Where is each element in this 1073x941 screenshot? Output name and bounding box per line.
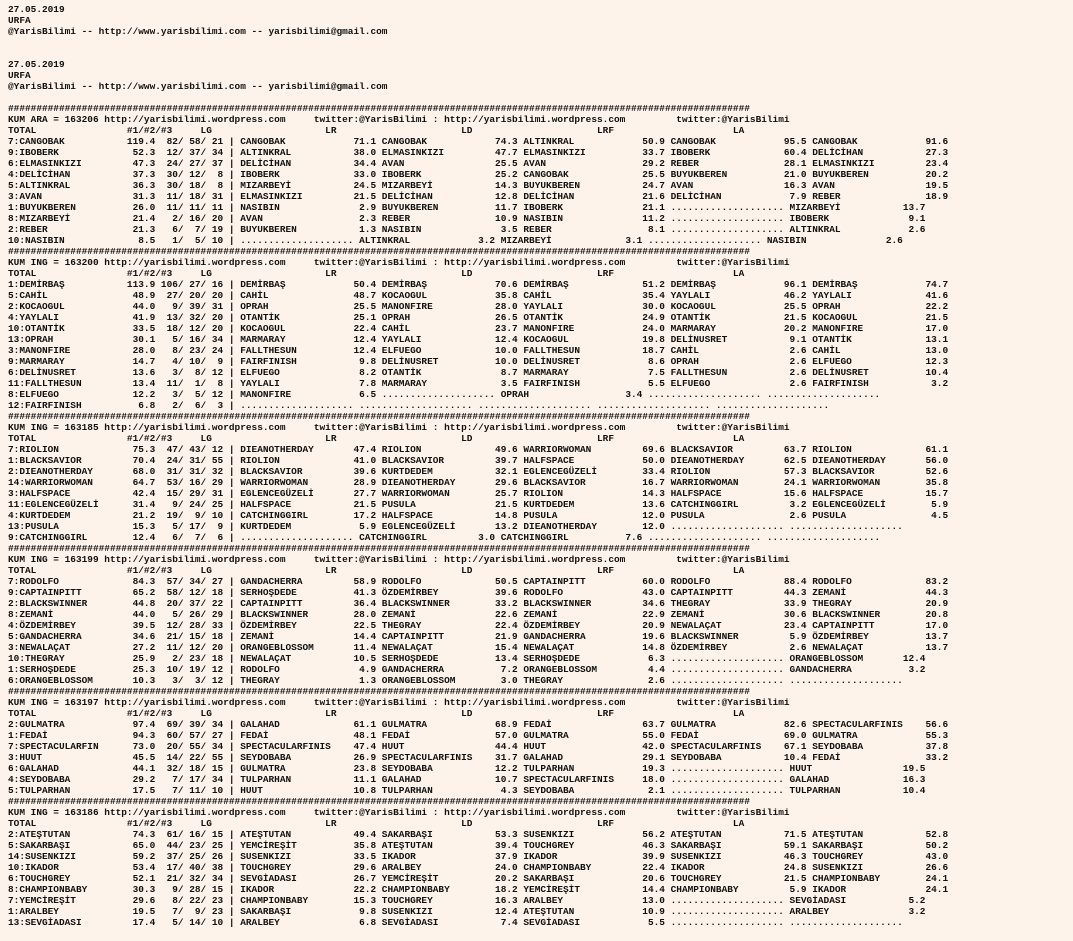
table-row: 5:CAHİL 48.9 27/ 20/ 20 | CAHİL 48.7 KOCAOGUL 35.8 CAHİL 35.4 YAYLALI 46.2 YAYLALI 41.6 [8, 290, 949, 301]
blank-line [8, 48, 948, 59]
table-row: 7:SPECTACULARFIN 73.0 20/ 55/ 34 | SPECTACULARFINIS 47.4 HUUT 44.4 HUUT 42.0 SPECTACULARFINIS 67.1 SEYDOBABA 37.8 [8, 741, 949, 752]
table-row: 13:SEVGİADASI 17.4 5/ 14/ 10 | ARALBEY 6.8 SEVGİADASI 7.4 SEVGİADASI 5.5 .................... .................... [8, 917, 903, 928]
header-date: 27.05.2019 [8, 59, 65, 70]
table-row: 5:ALTINKRAL 36.3 30/ 18/ 8 | MIZARBEYİ 24.5 MIZARBEYİ 14.3 BUYUKBEREN 24.7 AVAN 16.3 AVAN 19.5 [8, 180, 949, 191]
results-document [8, 4, 948, 928]
table-row: 4:ÖZDEMİRBEY 39.5 12/ 28/ 33 | ÖZDEMİRBEY 22.5 THEGRAY 22.4 ÖZDEMİRBEY 20.9 NEWALAÇAT 23.4 CAPTAINPITT 17.0 [8, 620, 949, 631]
race-title: KUM ING = 163186 http://yarisbilimi.wordpress.com twitter:@YarisBilimi : http://yarisbilimi.wordpress.com twitter:@YarisBilimi [8, 807, 790, 818]
table-row: 1:BUYUKBEREN 26.0 11/ 11/ 11 | NASIBIN 2.9 BUYUKBEREN 11.7 IBOBERK 21.1 .................... MIZARBEYİ 13.7 [8, 202, 926, 213]
table-row: 7:CANGOBAK 119.4 82/ 58/ 21 | CANGOBAK 71.1 CANGOBAK 74.3 ALTINKRAL 50.9 CANGOBAK 95.5 CANGOBAK 91.6 [8, 136, 949, 147]
table-row: 6:ORANGEBLOSSOM 10.3 3/ 3/ 12 | THEGRAY 1.3 ORANGEBLOSSOM 3.0 THEGRAY 2.6 .................... .................... [8, 675, 903, 686]
header-city: URFA [8, 15, 31, 26]
race-block [8, 796, 948, 928]
table-row: 4:KURTDEDEM 21.2 19/ 9/ 10 | CATCHINGGIRL 17.2 HALFSPACE 14.8 PUSULA 12.0 PUSULA 2.6 PUSULA 4.5 [8, 510, 949, 521]
race-block [8, 246, 948, 411]
table-row: 1:BLACKSAVIOR 70.4 24/ 31/ 55 | RIOLION 41.0 BLACKSAVIOR 39.7 HALFSPACE 50.0 DIEANOTHERDAY 62.5 DIEANOTHERDAY 56.0 [8, 455, 949, 466]
table-row: 8:ELFUEGO 12.2 3/ 5/ 12 | MANONFIRE 6.5 .................... OPRAH 3.4 .................... .................... [8, 389, 881, 400]
race-block [8, 686, 948, 796]
table-row: 7:YEMCİREŞİT 29.6 8/ 22/ 23 | CHAMPIONBABY 15.3 TOUCHGREY 16.3 ARALBEY 13.0 .................... SEVGİADASI 5.2 [8, 895, 926, 906]
table-row: 4:YAYLALI 41.9 13/ 32/ 20 | OTANTİK 25.1 OPRAH 26.5 OTANTİK 24.9 OTANTİK 21.5 KOCAOGUL 21.5 [8, 312, 949, 323]
table-row: 11:EGLENCEGÜZELİ 31.4 9/ 24/ 25 | HALFSPACE 21.5 PUSULA 21.5 KURTDEDEM 13.6 CATCHINGGIRL 3.2 EGLENCEGÜZELİ 5.9 [8, 499, 949, 510]
separator-line: ################################################################################################################################### [8, 246, 750, 257]
separator-line: ################################################################################################################################### [8, 796, 750, 807]
table-row: 3:HALFSPACE 42.4 15/ 29/ 31 | EGLENCEGÜZELİ 27.7 WARRIORWOMAN 25.7 RIOLION 14.3 HALFSPACE 15.6 HALFSPACE 15.7 [8, 488, 949, 499]
column-header: TOTAL #1/#2/#3 LG LR LD LRF LA [8, 268, 745, 279]
table-row: 9:MARMARAY 14.7 4/ 10/ 9 | FAIRFINISH 9.8 DELİNUSRET 10.0 DELİNUSRET 8.6 OPRAH 2.6 ELFUEGO 12.3 [8, 356, 949, 367]
table-row: 13:PUSULA 15.3 5/ 17/ 9 | KURTDEDEM 5.9 EGLENCEGÜZELİ 13.2 DIEANOTHERDAY 12.0 .................... .................... [8, 521, 903, 532]
separator-line: ################################################################################################################################### [8, 103, 750, 114]
table-row: 6:DELİNUSRET 13.6 3/ 8/ 12 | ELFUEGO 8.2 OTANTİK 8.7 MARMARAY 7.5 FALLTHESUN 2.6 DELİNUSRET 10.4 [8, 367, 949, 378]
table-row: 6:TOUCHGREY 52.1 21/ 32/ 34 | SEVGİADASI 26.7 YEMCİREŞİT 20.2 SAKARBAŞI 20.6 TOUCHGREY 21.5 CHAMPIONBABY 24.1 [8, 873, 949, 884]
table-row: 8:CHAMPIONBABY 30.3 9/ 28/ 15 | IKADOR 22.2 CHAMPIONBABY 18.2 YEMCİREŞİT 14.4 CHAMPIONBABY 5.9 IKADOR 24.1 [8, 884, 949, 895]
table-row: 2:BLACKSWINNER 44.8 20/ 37/ 22 | CAPTAINPITT 36.4 BLACKSWINNER 33.2 BLACKSWINNER 34.6 THEGRAY 33.9 THEGRAY 20.9 [8, 598, 949, 609]
header-contact: @YarisBilimi -- http://www.yarisbilimi.com -- yarisbilimi@gmail.com [8, 26, 388, 37]
table-row: 8:ZEMANİ 44.0 5/ 26/ 29 | BLACKSWINNER 28.0 ZEMANİ 22.6 ZEMANİ 22.9 ZEMANİ 30.6 BLACKSWINNER 20.8 [8, 609, 949, 620]
separator-line: ################################################################################################################################### [8, 686, 750, 697]
header-contact: @YarisBilimi -- http://www.yarisbilimi.com -- yarisbilimi@gmail.com [8, 81, 388, 92]
table-row: 5:SAKARBAŞI 65.0 44/ 23/ 25 | YEMCİREŞİT 35.8 ATEŞTUTAN 39.4 TOUCHGREY 46.3 SAKARBAŞI 59.1 SAKARBAŞI 50.2 [8, 840, 949, 851]
table-row: 9:CATCHINGGIRL 12.4 6/ 7/ 6 | .................... CATCHINGGIRL 3.0 CATCHINGGIRL 7.6 .................... .................... [8, 532, 881, 543]
blank-line [8, 37, 948, 48]
table-row: 5:GANDACHERRA 34.6 21/ 15/ 18 | ZEMANİ 14.4 CAPTAINPITT 21.9 GANDACHERRA 19.6 BLACKSWINNER 5.9 ÖZDEMİRBEY 13.7 [8, 631, 949, 642]
race-title: KUM ARA = 163206 http://yarisbilimi.wordpress.com twitter:@YarisBilimi : http://yarisbilimi.wordpress.com twitter:@YarisBilimi [8, 114, 790, 125]
table-row: 14:SUSENKIZI 59.2 37/ 25/ 26 | SUSENKIZI 33.5 IKADOR 37.9 IKADOR 39.9 SUSENKIZI 46.3 TOUCHGREY 43.0 [8, 851, 949, 862]
table-row: 6:GALAHAD 44.1 32/ 18/ 15 | GULMATRA 23.8 SEYDOBABA 12.2 TULPARHAN 19.3 .................... HUUT 19.5 [8, 763, 926, 774]
table-row: 2:GULMATRA 97.4 69/ 39/ 34 | GALAHAD 61.1 GULMATRA 68.9 FEDAİ 63.7 GULMATRA 82.6 SPECTACULARFINIS 56.6 [8, 719, 949, 730]
race-title: KUM ING = 163185 http://yarisbilimi.wordpress.com twitter:@YarisBilimi : http://yarisbilimi.wordpress.com twitter:@YarisBilimi [8, 422, 790, 433]
race-title: KUM ING = 163197 http://yarisbilimi.wordpress.com twitter:@YarisBilimi : http://yarisbilimi.wordpress.com twitter:@YarisBilimi [8, 697, 790, 708]
column-header: TOTAL #1/#2/#3 LG LR LD LRF LA [8, 708, 745, 719]
header-city: URFA [8, 70, 31, 81]
table-row: 9:CAPTAINPITT 65.2 58/ 12/ 18 | SERHOŞDEDE 41.3 ÖZDEMİRBEY 39.6 RODOLFO 43.0 CAPTAINPITT 44.3 ZEMANİ 44.3 [8, 587, 949, 598]
column-header: TOTAL #1/#2/#3 LG LR LD LRF LA [8, 125, 745, 136]
table-row: 9:IBOBERK 52.3 12/ 37/ 34 | ALTINKRAL 38.0 ELMASINKIZI 47.7 ELMASINKIZI 33.7 IBOBERK 60.4 DELİCİHAN 27.3 [8, 147, 949, 158]
column-header: TOTAL #1/#2/#3 LG LR LD LRF LA [8, 433, 745, 444]
table-row: 4:SEYDOBABA 29.2 7/ 17/ 34 | TULPARHAN 11.1 GALAHAD 10.7 SPECTACULARFINIS 18.0 .................... GALAHAD 16.3 [8, 774, 926, 785]
race-block [8, 543, 948, 686]
table-row: 8:MIZARBEYİ 21.4 2/ 16/ 20 | AVAN 2.3 REBER 10.9 NASIBIN 11.2 .................... IBOBERK 9.1 [8, 213, 926, 224]
race-title: KUM ING = 163199 http://yarisbilimi.wordpress.com twitter:@YarisBilimi : http://yarisbilimi.wordpress.com twitter:@YarisBilimi [8, 554, 790, 565]
table-row: 2:KOCAOGUL 44.0 9/ 39/ 31 | OPRAH 25.5 MANONFIRE 28.0 YAYLALI 30.0 KOCAOGUL 25.5 OPRAH 22.2 [8, 301, 949, 312]
race-block [8, 411, 948, 543]
column-header: TOTAL #1/#2/#3 LG LR LD LRF LA [8, 565, 745, 576]
table-row: 14:WARRIORWOMAN 64.7 53/ 16/ 29 | WARRIORWOMAN 28.9 DIEANOTHERDAY 29.6 BLACKSAVIOR 16.7 WARRIORWOMAN 24.1 WARRIORWOMAN 35.8 [8, 477, 949, 488]
table-row: 1:SERHOŞDEDE 25.3 10/ 19/ 12 | RODOLFO 4.9 GANDACHERRA 7.2 ORANGEBLOSSOM 4.4 .................... GANDACHERRA 3.2 [8, 664, 926, 675]
blank-line [8, 92, 948, 103]
table-row: 3:HUUT 45.5 14/ 22/ 55 | SEYDOBABA 26.9 SPECTACULARFINIS 31.7 GALAHAD 29.1 SEYDOBABA 10.4 FEDAİ 33.2 [8, 752, 949, 763]
table-row: 4:DELİCİHAN 37.3 30/ 12/ 8 | IBOBERK 33.0 IBOBERK 25.2 CANGOBAK 25.5 BUYUKBEREN 21.0 BUYUKBEREN 20.2 [8, 169, 949, 180]
race-block [8, 103, 948, 246]
race-title: KUM ING = 163200 http://yarisbilimi.wordpress.com twitter:@YarisBilimi : http://yarisbilimi.wordpress.com twitter:@YarisBilimi [8, 257, 790, 268]
table-row: 10:IKADOR 53.4 17/ 40/ 38 | TOUCHGREY 29.6 ARALBEY 24.0 CHAMPIONBABY 22.4 IKADOR 24.8 SUSENKIZI 26.6 [8, 862, 949, 873]
table-row: 2:ATEŞTUTAN 74.3 61/ 16/ 15 | ATEŞTUTAN 49.4 SAKARBAŞI 53.3 SUSENKIZI 56.2 ATEŞTUTAN 71.5 ATEŞTUTAN 52.8 [8, 829, 949, 840]
table-row: 1:DEMİRBAŞ 113.9 106/ 27/ 16 | DEMİRBAŞ 50.4 DEMİRBAŞ 70.6 DEMİRBAŞ 51.2 DEMİRBAŞ 96.1 DEMİRBAŞ 74.7 [8, 279, 949, 290]
column-header: TOTAL #1/#2/#3 LG LR LD LRF LA [8, 818, 745, 829]
table-row: 6:ELMASINKIZI 47.3 24/ 27/ 37 | DELİCİHAN 34.4 AVAN 25.5 AVAN 29.2 REBER 28.1 ELMASINKIZI 23.4 [8, 158, 949, 169]
table-row: 7:RIOLION 75.3 47/ 43/ 12 | DIEANOTHERDAY 47.4 RIOLION 49.6 WARRIORWOMAN 69.6 BLACKSAVIOR 63.7 RIOLION 61.1 [8, 444, 949, 455]
header-date: 27.05.2019 [8, 4, 65, 15]
table-row: 10:OTANTİK 33.5 18/ 12/ 20 | KOCAOGUL 22.4 CAHİL 23.7 MANONFIRE 24.0 MARMARAY 20.2 MANONFIRE 17.0 [8, 323, 949, 334]
table-row: 1:FEDAİ 94.3 60/ 57/ 27 | FEDAİ 48.1 FEDAİ 57.0 GULMATRA 55.0 FEDAİ 69.0 GULMATRA 55.3 [8, 730, 949, 741]
table-row: 2:REBER 21.3 6/ 7/ 19 | BUYUKBEREN 1.3 NASIBIN 3.5 REBER 8.1 .................... ALTINKRAL 2.6 [8, 224, 926, 235]
table-row: 2:DIEANOTHERDAY 68.0 31/ 31/ 32 | BLACKSAVIOR 39.6 KURTDEDEM 32.1 EGLENCEGÜZELİ 33.4 RIOLION 57.3 BLACKSAVIOR 52.6 [8, 466, 949, 477]
race-list [8, 103, 948, 928]
table-row: 3:AVAN 31.3 11/ 18/ 31 | ELMASINKIZI 21.5 DELİCİHAN 12.8 DELİCİHAN 21.6 DELİCİHAN 7.9 REBER 18.9 [8, 191, 949, 202]
table-row: 1:ARALBEY 19.5 7/ 9/ 23 | SAKARBAŞI 9.8 SUSENKIZI 12.4 ATEŞTUTAN 10.9 .................... ARALBEY 3.2 [8, 906, 926, 917]
table-row: 5:TULPARHAN 17.5 7/ 11/ 10 | HUUT 10.8 TULPARHAN 4.3 SEYDOBABA 2.1 .................... TULPARHAN 10.4 [8, 785, 926, 796]
table-row: 10:NASIBIN 8.5 1/ 5/ 10 | .................... ALTINKRAL 3.2 MIZARBEYİ 3.1 .................... NASIBIN 2.6 [8, 235, 903, 246]
table-row: 3:NEWALAÇAT 27.2 11/ 12/ 20 | ORANGEBLOSSOM 11.4 NEWALAÇAT 15.4 NEWALAÇAT 14.8 ÖZDEMİRBEY 2.6 NEWALAÇAT 13.7 [8, 642, 949, 653]
table-row: 10:THEGRAY 25.9 2/ 23/ 18 | NEWALAÇAT 10.5 SERHOŞDEDE 13.4 SERHOŞDEDE 6.3 .................... ORANGEBLOSSOM 12.4 [8, 653, 926, 664]
table-row: 11:FALLTHESUN 13.4 11/ 1/ 8 | YAYLALI 7.8 MARMARAY 3.5 FAIRFINISH 5.5 ELFUEGO 2.6 FAIRFINISH 3.2 [8, 378, 949, 389]
table-row: 7:RODOLFO 84.3 57/ 34/ 27 | GANDACHERRA 58.9 RODOLFO 50.5 CAPTAINPITT 60.0 RODOLFO 88.4 RODOLFO 83.2 [8, 576, 949, 587]
table-row: 13:OPRAH 30.1 5/ 16/ 34 | MARMARAY 12.4 YAYLALI 12.4 KOCAOGUL 19.8 DELİNUSRET 9.1 OTANTİK 13.1 [8, 334, 949, 345]
separator-line: ################################################################################################################################### [8, 543, 750, 554]
separator-line: ################################################################################################################################### [8, 411, 750, 422]
table-row: 3:MANONFIRE 28.0 8/ 23/ 24 | FALLTHESUN 12.4 ELFUEGO 10.0 FALLTHESUN 18.7 CAHİL 2.6 CAHİL 13.0 [8, 345, 949, 356]
table-row: 12:FAIRFINISH 6.8 2/ 6/ 3 | .................... .................... .................... .................... .................... [8, 400, 830, 411]
